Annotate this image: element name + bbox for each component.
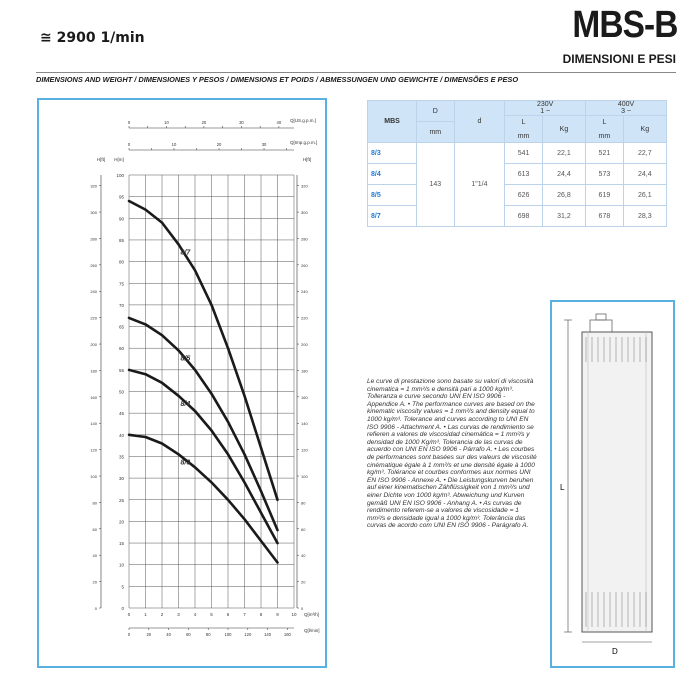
model-cell: 8/7 (368, 206, 417, 227)
series-label: 8/5 (180, 355, 191, 363)
D-value: 143 (417, 143, 455, 227)
lmin-tick-label: 40 (166, 632, 171, 637)
y-tick-label: 65 (118, 324, 124, 330)
ft-tick-label-right: 260 (301, 262, 308, 268)
x-tick-label: 0 (127, 612, 131, 617)
L230-cell: 698 (505, 206, 543, 227)
impgpm-tick-label: 20 (216, 142, 222, 147)
header-D: D (417, 101, 455, 122)
kg400-cell: 24,4 (623, 164, 666, 185)
lmin-tick-label: 140 (264, 632, 272, 637)
y-tick-label: 35 (118, 454, 124, 460)
ft-tick-label-left: 120 (90, 447, 97, 453)
usgpm-tick-label: 30 (239, 120, 244, 125)
model-title: MBS-B (572, 4, 678, 46)
L400-cell: 619 (586, 185, 624, 206)
L400-cell: 678 (586, 206, 624, 227)
ft-tick-label-left: 220 (90, 315, 97, 321)
ft-tick-label-left: 80 (92, 500, 97, 506)
dimensions-table (367, 100, 667, 227)
series-label: 8/3 (180, 459, 191, 467)
ft-tick-label-right: 80 (301, 500, 306, 506)
usgpm-tick-label: 40 (276, 120, 282, 125)
ft-tick-label-left: 280 (90, 236, 97, 242)
lmin-tick-label: 80 (205, 632, 211, 637)
y-tick-label: 20 (118, 519, 124, 525)
lmin-tick-label: 120 (244, 632, 252, 637)
pump-drawing (552, 302, 673, 666)
L230-cell: 613 (505, 164, 543, 185)
kg230-cell: 26,8 (542, 185, 585, 206)
ft-tick-label-left: 60 (92, 526, 97, 532)
ft-tick-label-left: 140 (90, 421, 97, 427)
kg230-cell: 22,1 (542, 143, 585, 164)
x-tick-label: 3 (177, 612, 180, 617)
impgpm-title: Q[Imp.g.p.m.] (290, 140, 318, 145)
L230-cell: 626 (505, 185, 543, 206)
series-line-8-3 (129, 435, 278, 563)
header-kg-230: Kg (542, 116, 585, 143)
L-dimension-label: L (560, 483, 565, 492)
x-axis-title: Q[m³/h] (304, 612, 320, 617)
header-d: d (454, 101, 505, 143)
ft-tick-label-left: 100 (90, 474, 97, 480)
dimensions-title: DIMENSIONI E PESI (562, 52, 676, 66)
y-tick-label: 10 (118, 562, 124, 568)
x-tick-label: 6 (226, 612, 230, 617)
model-cell: 8/3 (368, 143, 417, 164)
x-tick-label: 9 (276, 612, 279, 617)
x-tick-label: 1 (144, 612, 147, 617)
ft-tick-label-right: 200 (301, 342, 308, 348)
header-400v: 400V 3 ~ (586, 101, 667, 116)
lmin-tick-label: 20 (146, 632, 152, 637)
y-tick-label: 30 (118, 476, 124, 482)
impgpm-tick-label: 10 (171, 142, 177, 147)
ft-tick-label-left: 240 (90, 289, 97, 295)
x-tick-label: 10 (291, 612, 297, 617)
ft-tick-label-left: 0 (94, 606, 97, 611)
header-230v: 230V 1 ~ (505, 101, 586, 116)
y-tick-label: 55 (118, 367, 124, 373)
y-tick-label: 60 (118, 346, 124, 352)
ft-tick-label-right: 20 (301, 579, 306, 585)
table-row (368, 143, 667, 164)
ft-tick-label-left: 300 (90, 210, 97, 216)
y-tick-label: 50 (118, 389, 124, 395)
ft-tick-label-right: 140 (301, 421, 308, 427)
series-line-8-7 (129, 201, 278, 500)
x-tick-label: 8 (259, 612, 263, 617)
table-row (368, 164, 667, 185)
kg400-cell: 22,7 (623, 143, 666, 164)
y-tick-label: 80 (118, 259, 124, 265)
left-ft-title: H[ft] (96, 157, 106, 162)
ft-tick-label-right: 100 (301, 474, 308, 480)
ft-tick-label-right: 220 (301, 315, 308, 321)
notes-text: Le curve di prestazione sono basate su valori di viscosità cinematica = 1 mm²/s e densità pari a 1000 kg/m³. Tolleranza e curve secondo UNI EN ISO 9906 - Appendice A. • The performance curves are based on the kinematic viscosity values = 1 mm²/s and density equal to 1000 kg/m³. Tolerance and curves according to UNI EN ISO 9906 - Attachment A. • Las curvas de rendimiento se refieren a valores de viscosidad cinemática = 1 mm²/s y densidad de 1000 Kg/m³. Tolerancia de las curvas de acuerdo con UNI EN ISO 9906 - Párrafo A. • Les courbes de performances sont basées sur des valeurs de viscosité cinématique égale à 1 mm²/s et une densité égale à 1000 kg/m³. Tolérance et courbes conformes aux normes UNI EN ISO 9906 - Annexe A. • Die Leistungskurven beruhen auf einer kinematischen Zähflüssigkeit von 1 mm²/s und einer Dichte von 1000 kg/m³. Abweichung und Kurven gemäß UNI EN ISO 9906 - Anhang A. • As curvas de rendimento referem-se a valores de viscosidade = 1 mm²/s e densidade igual a 1000 kg/m³. Tolerância das curvas de acordo com UNI EN ISO 9906 - Parágrafo A. (367, 378, 537, 530)
ft-tick-label-right: 60 (301, 526, 306, 532)
model-cell: 8/5 (368, 185, 417, 206)
header-L-230: L mm (505, 116, 543, 143)
ft-tick-label-left: 40 (92, 553, 97, 559)
ft-tick-label-left: 320 (90, 183, 97, 189)
ft-tick-label-left: 200 (90, 342, 97, 348)
y-tick-label: 45 (118, 411, 124, 417)
header-D-unit: mm (417, 122, 455, 143)
impgpm-tick-label: 30 (261, 142, 267, 147)
y-tick-label: 85 (118, 237, 124, 243)
y-tick-label: 90 (118, 216, 124, 222)
series-label: 8/7 (180, 249, 191, 257)
x-tick-label: 5 (210, 612, 213, 617)
usgpm-tick-label: 10 (164, 120, 169, 125)
ft-tick-label-left: 160 (90, 394, 97, 400)
usgpm-tick-label: 20 (201, 120, 207, 125)
lmin-tick-label: 0 (127, 632, 131, 637)
ft-tick-label-left: 260 (90, 262, 97, 268)
ft-tick-label-right: 320 (301, 183, 308, 189)
chart-panel (37, 98, 327, 668)
usgpm-tick-label: 0 (127, 120, 131, 125)
kg230-cell: 31,2 (542, 206, 585, 227)
model-cell: 8/4 (368, 164, 417, 185)
x-tick-label: 7 (243, 612, 246, 617)
usgpm-title: Q[US.g.p.m.] (290, 118, 317, 123)
ft-tick-label-left: 180 (90, 368, 97, 374)
languages-bar: DIMENSIONS AND WEIGHT / DIMENSIONES Y PESOS / DIMENSIONS ET POIDS / ABMESSUNGEN UND GEWICHTE / DIMENSÕES E PESO (36, 72, 676, 84)
y-tick-label: 40 (118, 432, 124, 438)
ft-tick-label-right: 240 (301, 289, 308, 295)
L400-cell: 573 (586, 164, 624, 185)
lmin-tick-label: 100 (224, 632, 232, 637)
table-row (368, 206, 667, 227)
performance-chart (39, 100, 325, 666)
y-tick-label: 100 (116, 173, 124, 178)
lmin-tick-label: 160 (283, 632, 291, 637)
ft-tick-label-right: 120 (301, 447, 308, 453)
ft-tick-label-right: 280 (301, 236, 308, 242)
impgpm-tick-label: 0 (127, 142, 131, 147)
kg400-cell: 26,1 (623, 185, 666, 206)
y-tick-label: 75 (118, 281, 124, 287)
x-tick-label: 2 (160, 612, 164, 617)
right-ft-title: H[ft] (302, 157, 312, 162)
y-tick-label: 0 (121, 606, 124, 611)
D-dimension-label: D (612, 647, 618, 656)
x-tick-label: 4 (193, 612, 197, 617)
header-mbs: MBS (368, 101, 417, 143)
y-tick-label: 15 (118, 541, 124, 547)
table-row (368, 185, 667, 206)
ft-tick-label-left: 20 (92, 579, 97, 585)
speed-label: ≅ 2900 1/min (40, 30, 145, 46)
y-tick-label: 70 (118, 302, 124, 308)
header-kg-400: Kg (623, 116, 666, 143)
ft-tick-label-right: 0 (301, 606, 304, 611)
L230-cell: 541 (505, 143, 543, 164)
y-tick-label: 25 (118, 497, 124, 503)
lmin-tick-label: 60 (186, 632, 191, 637)
series-line-8-5 (129, 318, 278, 530)
kg230-cell: 24,4 (542, 164, 585, 185)
y-tick-label: 5 (121, 584, 124, 590)
kg400-cell: 28,3 (623, 206, 666, 227)
left-m-title: H[m] (114, 157, 124, 162)
d-value: 1"1/4 (454, 143, 505, 227)
y-tick-label: 95 (118, 194, 124, 200)
ft-tick-label-right: 160 (301, 394, 308, 400)
header-L-400: L mm (586, 116, 624, 143)
lmin-axis-title: Q[l/min] (304, 628, 320, 633)
L400-cell: 521 (586, 143, 624, 164)
drawing-panel (550, 300, 675, 668)
ft-tick-label-right: 180 (301, 368, 308, 374)
series-label: 8/4 (180, 400, 191, 408)
ft-tick-label-right: 300 (301, 210, 308, 216)
ft-tick-label-right: 40 (301, 553, 306, 559)
